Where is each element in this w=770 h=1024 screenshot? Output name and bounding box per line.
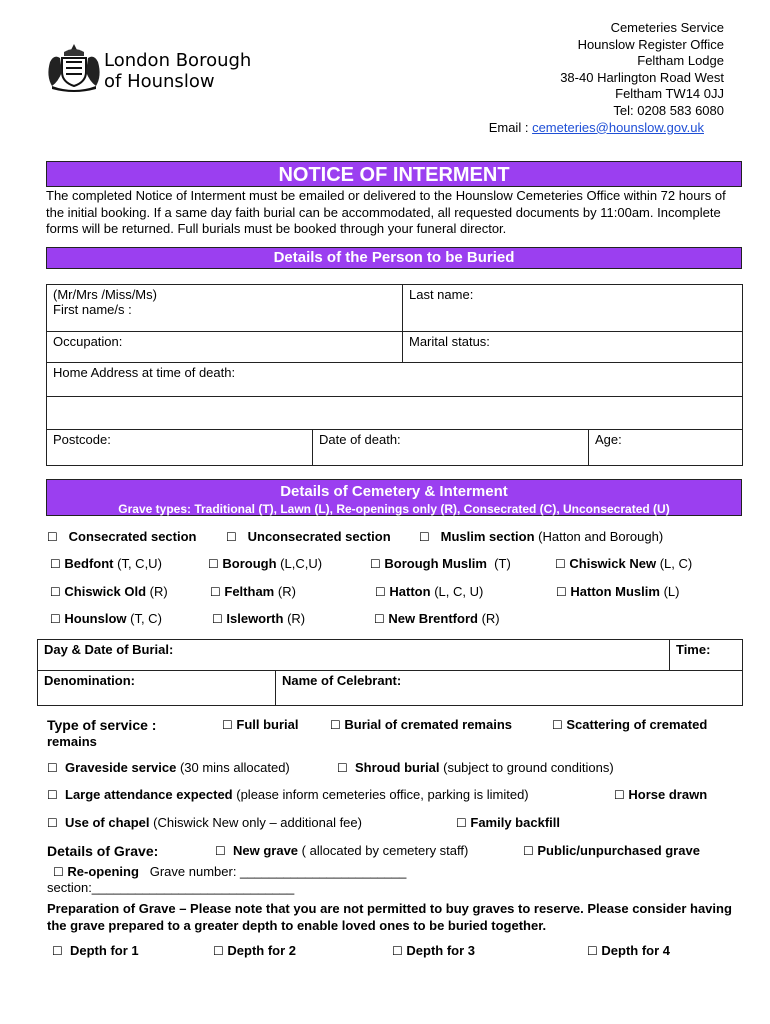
chapel-option[interactable]: ☐ Use of chapel (Chiswick New only – additional fee) (47, 815, 362, 830)
depth-2-option[interactable]: ☐ Depth for 2 (213, 943, 297, 958)
checkbox-icon[interactable]: ☐ (330, 718, 341, 732)
checkbox-icon[interactable]: ☐ (47, 816, 58, 830)
first-name-field[interactable] (47, 285, 403, 332)
checkbox-icon[interactable]: ☐ (556, 585, 567, 599)
person-details-table (46, 284, 743, 363)
cemetery-hounslow[interactable]: ☐ Hounslow (T, C) (50, 611, 162, 626)
muslim-option[interactable]: ☐ Muslim section (Hatton and Borough) (419, 529, 664, 544)
checkbox-icon[interactable]: ☐ (587, 944, 598, 958)
graveside-option[interactable]: ☐ Graveside service (30 mins allocated) (47, 760, 290, 775)
shroud-option[interactable]: ☐ Shroud burial (subject to ground conditions) (337, 760, 614, 775)
logo-line-2: of Hounslow (104, 71, 215, 92)
occupation-field[interactable] (47, 332, 403, 363)
office-address (424, 20, 724, 136)
checkbox-icon[interactable]: ☐ (213, 944, 224, 958)
email-label: Email : (488, 119, 529, 135)
checkbox-icon[interactable]: ☐ (523, 844, 534, 858)
checkbox-icon[interactable]: ☐ (337, 761, 348, 775)
home-address-line-2[interactable] (47, 397, 743, 430)
checkbox-icon[interactable]: ☐ (392, 944, 403, 958)
checkbox-icon[interactable]: ☐ (375, 585, 386, 599)
cemetery-heading: Details of Cemetery & Interment (280, 483, 508, 500)
checkbox-icon[interactable]: ☐ (212, 612, 223, 626)
checkbox-icon[interactable]: ☐ (226, 530, 237, 544)
burial-time-field[interactable] (669, 640, 742, 671)
cemetery-chiswick-old[interactable]: ☐ Chiswick Old (R) (50, 584, 168, 599)
section-field[interactable]: section:____________________________ (47, 880, 295, 895)
cemetery-hatton[interactable]: ☐ Hatton (L, C, U) (375, 584, 484, 599)
checkbox-icon[interactable]: ☐ (456, 816, 467, 830)
address-table (46, 362, 743, 466)
burial-date-label: Day & Date of Burial: (44, 642, 174, 657)
last-name-label: Last name: (409, 287, 474, 302)
checkbox-icon[interactable]: ☐ (47, 788, 58, 802)
checkbox-icon[interactable]: ☐ (374, 612, 385, 626)
postcode-field[interactable] (47, 430, 313, 466)
checkbox-icon[interactable]: ☐ (53, 865, 64, 879)
cemetery-new-brentford[interactable]: ☐ New Brentford (R) (374, 611, 500, 626)
title-label: (Mr/Mrs /Miss/Ms) (53, 287, 157, 302)
checkbox-icon[interactable]: ☐ (210, 585, 221, 599)
logo-line-1: London Borough (104, 50, 252, 71)
denomination-field[interactable] (38, 671, 276, 706)
depth-3-option[interactable]: ☐ Depth for 3 (392, 943, 476, 958)
preparation-note: Preparation of Grave – Please note that you are not permitted to buy graves to reserve. Please consider having the grave prepared to a greater depth to enable loved ones to be buried together. (47, 901, 732, 933)
burial-date-field[interactable] (38, 640, 670, 671)
form-title: NOTICE OF INTERMENT (46, 161, 742, 187)
cemetery-hatton-muslim[interactable]: ☐ Hatton Muslim (L) (556, 584, 680, 599)
checkbox-icon[interactable]: ☐ (552, 718, 563, 732)
cremated-remains-option[interactable]: ☐ Burial of cremated remains (330, 717, 513, 732)
postcode-label: Postcode: (53, 432, 111, 447)
scattering-option[interactable]: ☐ Scattering of cremated (552, 717, 708, 732)
checkbox-icon[interactable]: ☐ (614, 788, 625, 802)
celebrant-label: Name of Celebrant: (282, 673, 402, 688)
unconsecrated-option[interactable]: ☐ Unconsecrated section (226, 529, 391, 544)
reopening-option[interactable]: ☐ Re-opening (53, 864, 139, 879)
scattering-cont: remains (47, 734, 97, 749)
council-logo (46, 42, 286, 92)
cemetery-feltham[interactable]: ☐ Feltham (R) (210, 584, 296, 599)
checkbox-icon[interactable]: ☐ (222, 718, 233, 732)
checkbox-icon[interactable]: ☐ (419, 530, 430, 544)
address-line: Hounslow Register Office (577, 36, 724, 52)
home-address-field[interactable] (47, 363, 743, 397)
checkbox-icon[interactable]: ☐ (208, 557, 219, 571)
intro-text: The completed Notice of Interment must be emailed or delivered to the Hounslow Cemeteries Office within 72 hours of the initial booking. If a same day faith burial can be accommodated, all requested documents by 11:00am. Incomplete forms will be returned. Full burials must be booked through your funeral director. (46, 188, 726, 236)
home-address-label: Home Address at time of death: (53, 365, 236, 380)
marital-status-field[interactable] (403, 332, 743, 363)
denomination-label: Denomination: (44, 673, 135, 688)
email-link[interactable]: cemeteries@hounslow.gov.uk (532, 119, 704, 135)
person-section-heading: Details of the Person to be Buried (46, 247, 742, 269)
service-type-label: Type of service : (47, 717, 157, 733)
checkbox-icon[interactable]: ☐ (50, 612, 61, 626)
family-backfill-option[interactable]: ☐ Family backfill (456, 815, 560, 830)
age-field[interactable] (589, 430, 743, 466)
address-line: Feltham TW14 0JJ (615, 86, 724, 102)
checkbox-icon[interactable]: ☐ (370, 557, 381, 571)
age-label: Age: (595, 432, 622, 447)
new-grave-option[interactable]: ☐ New grave ( allocated by cemetery staff) (215, 843, 469, 858)
checkbox-icon[interactable]: ☐ (50, 585, 61, 599)
grave-details-label: Details of Grave: (47, 843, 159, 859)
occupation-label: Occupation: (53, 334, 123, 349)
checkbox-icon[interactable]: ☐ (555, 557, 566, 571)
cemetery-section-heading (46, 479, 742, 516)
checkbox-icon[interactable]: ☐ (52, 944, 63, 958)
grave-types-legend: Grave types: Traditional (T), Lawn (L), Re-openings only (R), Consecrated (C), Unconsecrated (U) (118, 502, 670, 516)
checkbox-icon[interactable]: ☐ (47, 761, 58, 775)
cemetery-bedfont[interactable]: ☐ Bedfont (T, C,U) (50, 556, 162, 571)
consecrated-option[interactable]: ☐ Consecrated section (47, 529, 197, 544)
horse-drawn-option[interactable]: ☐ Horse drawn (614, 787, 708, 802)
date-of-death-label: Date of death: (319, 432, 401, 447)
celebrant-field[interactable] (276, 671, 743, 706)
first-name-label: First name/s : (53, 302, 132, 317)
address-line: 38-40 Harlington Road West (560, 69, 724, 85)
burial-details-table (37, 639, 743, 706)
cemetery-borough[interactable]: ☐ Borough (L,C,U) (208, 556, 323, 571)
burial-time-label: Time: (675, 642, 711, 657)
checkbox-icon[interactable]: ☐ (47, 530, 58, 544)
grave-number-field[interactable]: Grave number: _______________________ (149, 864, 407, 879)
cemetery-chiswick-new[interactable]: ☐ Chiswick New (L, C) (555, 556, 693, 571)
coat-of-arms-icon (46, 42, 102, 92)
email-line (424, 120, 724, 137)
public-grave-option[interactable]: ☐ Public/unpurchased grave (523, 843, 700, 858)
last-name-field[interactable] (403, 285, 743, 332)
checkbox-icon[interactable]: ☐ (50, 557, 61, 571)
cemetery-borough-muslim[interactable]: ☐ Borough Muslim (T) (370, 556, 511, 571)
reopening-row (53, 864, 406, 879)
marital-status-label: Marital status: (409, 334, 490, 349)
address-line: Cemeteries Service (610, 20, 724, 35)
full-burial-option[interactable]: ☐ Full burial (222, 717, 299, 732)
date-of-death-field[interactable] (313, 430, 589, 466)
address-line: Tel: 0208 583 6080 (613, 102, 724, 118)
cemetery-isleworth[interactable]: ☐ Isleworth (R) (212, 611, 306, 626)
checkbox-icon[interactable]: ☐ (215, 844, 226, 858)
depth-1-option[interactable]: ☐ Depth for 1 (52, 943, 139, 958)
large-attendance-option[interactable]: ☐ Large attendance expected (please inform cemeteries office, parking is limited) (47, 787, 529, 802)
muslim-note: (Hatton and Borough) (538, 529, 664, 544)
depth-4-option[interactable]: ☐ Depth for 4 (587, 943, 671, 958)
address-line: Feltham Lodge (637, 53, 724, 69)
